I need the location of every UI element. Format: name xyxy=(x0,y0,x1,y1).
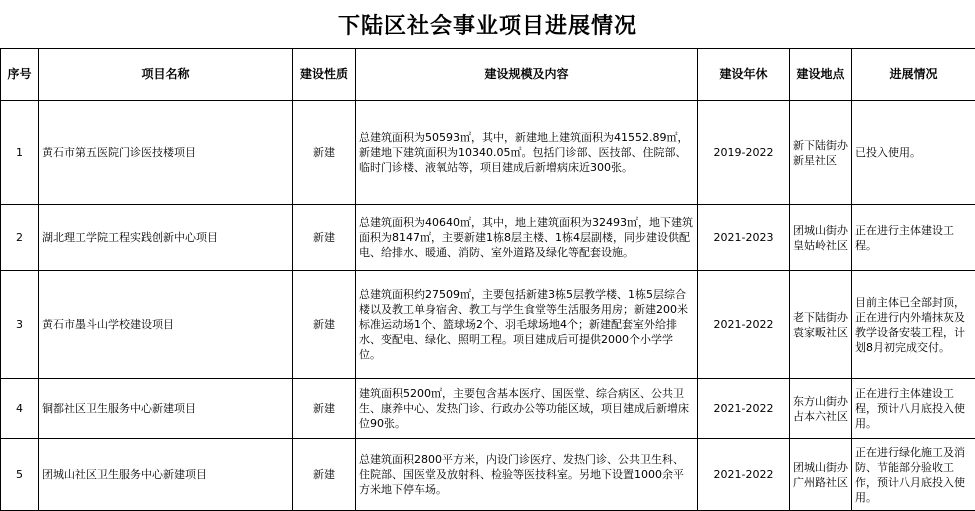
table-row xyxy=(1,379,975,439)
header-years: 建设年休 xyxy=(698,49,790,101)
header-location: 建设地点 xyxy=(790,49,852,101)
row-location: 团城山街办广州路社区 xyxy=(790,439,852,511)
table-row xyxy=(1,205,975,271)
row-location: 团城山街办皇姑岭社区 xyxy=(790,205,852,271)
table-row xyxy=(1,439,975,511)
header-row xyxy=(1,49,975,101)
row-years: 2021-2023 xyxy=(698,205,790,271)
row-progress: 正在进行主体建设工程。 xyxy=(852,205,975,271)
row-nature: 新建 xyxy=(293,379,356,439)
row-project-name: 黄石市墨斗山学校建设项目 xyxy=(39,271,293,379)
header-index: 序号 xyxy=(1,49,39,101)
row-index: 5 xyxy=(1,439,39,511)
row-project-name: 团城山社区卫生服务中心新建项目 xyxy=(39,439,293,511)
row-scope: 总建筑面积约27509㎡，主要包括新建3栋5层教学楼、1栋5层综合楼以及教工单身宿舍、教工与学生食堂等生活服务用房；新建200米标准运动场1个、篮球场2个、羽毛球场地4个；新建配套室外给排水、变配电、绿化、照明工程。项目建成后可提供2000个小学学位。 xyxy=(356,271,698,379)
row-progress: 正在进行绿化施工及消防、节能部分验收工作，预计八月底投入使用。 xyxy=(852,439,975,511)
row-index: 1 xyxy=(1,101,39,205)
row-years: 2019-2022 xyxy=(698,101,790,205)
row-project-name: 湖北理工学院工程实践创新中心项目 xyxy=(39,205,293,271)
table-row xyxy=(1,101,975,205)
row-nature: 新建 xyxy=(293,271,356,379)
row-location: 东方山街办占本六社区 xyxy=(790,379,852,439)
row-project-name: 黄石市第五医院门诊医技楼项目 xyxy=(39,101,293,205)
row-scope: 总建筑面积2800平方米，内设门诊医疗、发热门诊、公共卫生科、住院部、国医堂及放射科、检验等医技科室。另地下设置1000余平方米地下停车场。 xyxy=(356,439,698,511)
row-nature: 新建 xyxy=(293,205,356,271)
row-progress: 正在进行主体建设工程，预计八月底投入使用。 xyxy=(852,379,975,439)
row-progress: 已投入使用。 xyxy=(852,101,975,205)
row-project-name: 铜都社区卫生服务中心新建项目 xyxy=(39,379,293,439)
row-years: 2021-2022 xyxy=(698,439,790,511)
row-index: 4 xyxy=(1,379,39,439)
header-name: 项目名称 xyxy=(39,49,293,101)
row-index: 2 xyxy=(1,205,39,271)
document-title: 下陆区社会事业项目进展情况 xyxy=(0,0,975,48)
row-location: 老下陆街办袁家畈社区 xyxy=(790,271,852,379)
row-scope: 总建筑面积为40640㎡，其中，地上建筑面积为32493㎡，地下建筑面积为8147㎡，主要新建1栋8层主楼、1栋4层副楼，同步建设供配电、给排水、暖通、消防、室外道路及绿化等配套设施。 xyxy=(356,205,698,271)
row-years: 2021-2022 xyxy=(698,271,790,379)
header-progress: 进展情况 xyxy=(852,49,975,101)
row-location: 新下陆街办新星社区 xyxy=(790,101,852,205)
row-scope: 建筑面积5200㎡，主要包含基本医疗、国医堂、综合病区、公共卫生、康养中心、发热门诊、行政办公等功能区域，项目建成后新增床位90张。 xyxy=(356,379,698,439)
row-nature: 新建 xyxy=(293,101,356,205)
table-row xyxy=(1,271,975,379)
project-table xyxy=(0,48,975,511)
row-scope: 总建筑面积为50593㎡，其中，新建地上建筑面积为41552.89㎡，新建地下建筑面积为10340.05㎡。包括门诊部、医技部、住院部、临时门诊楼、液氧站等，项目建成后新增病床近300张。 xyxy=(356,101,698,205)
row-progress: 目前主体已全部封顶，正在进行内外墙抹灰及教学设备安装工程，计划8月初完成交付。 xyxy=(852,271,975,379)
row-nature: 新建 xyxy=(293,439,356,511)
row-years: 2021-2022 xyxy=(698,379,790,439)
header-scope: 建设规模及内容 xyxy=(356,49,698,101)
header-nature: 建设性质 xyxy=(293,49,356,101)
row-index: 3 xyxy=(1,271,39,379)
